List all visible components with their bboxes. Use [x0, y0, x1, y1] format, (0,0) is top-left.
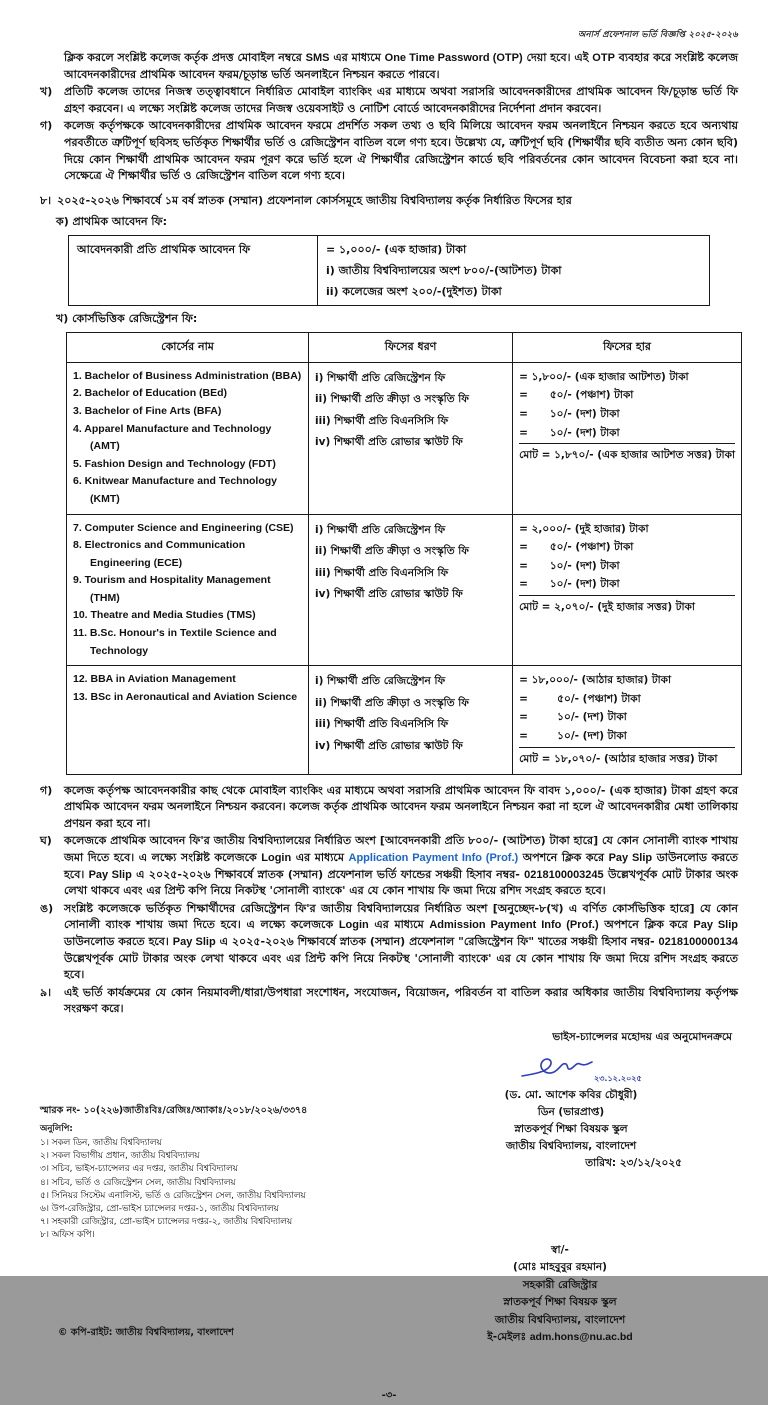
paragraph-text: কলেজ কর্তৃপক্ষকে আবেদনকারীদের প্রাথমিক আবেদন ফরমে প্রদর্শিত সকল তথ্য ও ছবি মিলিয়ে আবেদন ফরম অনলাইনে নিশ্চয়ন করতে হবে অন্যথায় পরবর্তীতে ত্রুটিপূর্ণ ছবিসহ ভর্তিকৃত শিক্ষার্থীর ভর্তি ও রেজিস্ট্রেশন বাতিল বলে গণ্য হবে। উল্লেখ্য যে, ত্রুটিপূর্ণ ছবি (শিক্ষার্থীর ছবি ব্যতীত অন্য কোন ছবি) দিয়ে কোন শিক্ষার্থী প্রাথমিক আবেদন ফরম পূরণ করে ভর্তি হলে ঐ শিক্ষার্থীর রেজিস্ট্রেশন কার্ডে ছবি পরিবর্তনের কোন আবেদন বিবেচনা করা হবে না। সেক্ষেত্রে ঐ শিক্ষার্থীর ভর্তি ও রেজিস্ট্রেশন বাতিল বলে গণ্য হবে। [64, 119, 738, 183]
fee-total-line: মোট = ১,৮৭০/- (এক হাজার আটশত সত্তর) টাকা [519, 443, 735, 465]
course-list-cell: 12. BBA in Aviation Management 13. BSc in Aeronautical and Aviation Science [67, 666, 309, 774]
signature-date: ২৩.১২.২০২৫ [594, 1073, 642, 1083]
list-item: ৫। সিনিয়র সিস্টেম এনালিস্ট, ভর্তি ও রেজিস্ট্রেশন সেল, জাতীয় বিশ্ববিদ্যালয় [40, 1190, 306, 1201]
copies-list [40, 1137, 307, 1243]
copyright-line: © কপি-রাইট: জাতীয় বিশ্ববিদ্যালয়, বাংলাদেশ [58, 1326, 234, 1338]
fee-total-line: মোট = ১৮,০৭০/- (আঠার হাজার সত্তর) টাকা [519, 747, 735, 769]
list-item: ৪। সচিব, ভর্তি ও রেজিস্ট্রেশন সেল, জাতীয় বিশ্ববিদ্যালয় [40, 1177, 236, 1188]
table-header-row [67, 332, 742, 362]
intro-paragraph-kha [40, 84, 738, 117]
section-number: ৮। [40, 193, 52, 207]
section-8b-label: খ) কোর্সভিত্তিক রেজিস্ট্রেশন ফি: [56, 311, 198, 325]
table-row [69, 235, 710, 305]
dean-school: স্নাতকপূর্ব শিক্ষা বিষয়ক স্কুল [514, 1122, 628, 1135]
course-registration-fee-table [66, 332, 742, 775]
paragraph-text: প্রতিটি কলেজ তাদের নিজস্ব তত্ত্বাবধানে নির্ধারিত মোবাইল ব্যাংকিং এর মাধ্যমে অথবা সরাসরি আবেদনকারীদের প্রাথমিক আবেদন ফি/চূড়ান্ত ভর্তি ফি গ্রহণ করবেন। এ লক্ষ্যে সংশ্লিষ্ট কলেজ তাদের নিজস্ব ওয়েবসাইট ও নোটিশ বোর্ডে আবেদনকারীদের নির্দেশনা প্রদান করবেন। [64, 85, 738, 115]
paragraph-text: এই ভর্তি কার্যক্রমের যে কোন নিয়মাবলী/ধারা/উপধারা সংশোধন, সংযোজন, বিয়োজন, পরিবর্তন বা বাতিল করার অধিকার জাতীয় বিশ্ববিদ্যালয় কর্তৃপক্ষ সংরক্ষণ করে। [64, 985, 738, 1016]
list-item: ৬। উপ-রেজিস্ট্রার, প্রো-ভাইস চ্যান্সেলর দপ্তর-১, জাতীয় বিশ্ববিদ্যালয় [40, 1203, 279, 1214]
dean-university: জাতীয় বিশ্ববিদ্যালয়, বাংলাদেশ [505, 1139, 637, 1152]
fee-type-cell: i) শিক্ষার্থী প্রতি রেজিস্ট্রেশন ফি ii) শিক্ষার্থী প্রতি ক্রীড়া ও সংস্কৃতি ফি iii) শিক্ষার্থী প্রতি বিএনসিসি ফি iv) শিক্ষার্থী প্রতি রোভার স্কাউট ফি [309, 514, 513, 666]
fee-line: = ১,০০০/- (এক হাজার) টাকা [326, 242, 467, 256]
registrar-title: সহকারী রেজিস্ট্রার [522, 1278, 598, 1291]
approval-line: ভাইস-চ্যান্সেলর মহোদয় এর অনুমোদনক্রমে [552, 1030, 732, 1043]
section-8a-label: ক) প্রাথমিক আবেদন ফি: [56, 214, 167, 228]
paragraph-text: কলেজ কর্তৃপক্ষ আবেদনকারীর কাছ থেকে মোবাইল ব্যাংকিং এর মাধ্যমে অথবা সরাসরি প্রাথমিক আবেদন ফি বাবদ ১,০০০/- (এক হাজার) টাকা গ্রহণ করে প্রাথমিক আবেদন ফরম অনলাইনে নিশ্চয়ন করবেন। কলেজ কর্তৃক প্রাথমিক আবেদন ফরম অনলাইনে নিশ্চয়ন করা না হলে ঐ আবেদনকারীর মেধা তালিকায় প্রণয়ন করা হবে না। [64, 783, 738, 830]
page-header-right: অনার্স প্রফেশনাল ভর্তি বিজ্ঞপ্তি ২০২৫-২০২৬ [577, 30, 738, 40]
paragraph-label: গ) [40, 119, 53, 133]
account-number: 0218100003245 [524, 868, 604, 881]
paragraph-label: ঙ) [40, 901, 54, 915]
fee-rate-cell: = ১,৮০০/- (এক হাজার আটশত) টাকা = ৫০/- (পঞ্চাশ) টাকা = ১০/- (দশ) টাকা = ১০/- (দশ) টাকা মোট = ১,৮৭০/- (এক হাজার আটশত সত্তর) টাকা [513, 362, 742, 514]
paragraph-label: ৯। [40, 985, 52, 999]
paragraph-label: ঘ) [40, 834, 52, 848]
fee-type-cell: i) শিক্ষার্থী প্রতি রেজিস্ট্রেশন ফি ii) শিক্ষার্থী প্রতি ক্রীড়া ও সংস্কৃতি ফি iii) শিক্ষার্থী প্রতি বিএনসিসি ফি iv) শিক্ষার্থী প্রতি রোভার স্কাউট ফি [309, 362, 513, 514]
fee-line: i) জাতীয় বিশ্ববিদ্যালয়ের অংশ ৮০০/-(আটশত) টাকা [326, 263, 562, 277]
page-number: -৩- [381, 1389, 397, 1401]
registrar-school: স্নাতকপূর্ব শিক্ষা বিষয়ক স্কুল [503, 1296, 617, 1309]
registrar-name: (মোঃ মাহবুবুর রহমান) [513, 1261, 607, 1274]
fee-rate-cell: = ১৮,০০০/- (আঠার হাজার) টাকা = ৫০/- (পঞ্চাশ) টাকা = ১০/- (দশ) টাকা = ১০/- (দশ) টাকা মোট = ১৮,০৭০/- (আঠার হাজার সত্তর) টাকা [513, 666, 742, 774]
dean-name: (ড. মো. আশেক কবির চৌধুরী) [504, 1088, 638, 1101]
account-number: 0218100000134 [658, 935, 739, 948]
list-item: ১। সকল ডিন, জাতীয় বিশ্ববিদ্যালয় [40, 1137, 162, 1148]
fee-line: ii) কলেজের অংশ ২০০/-(দুইশত) টাকা [326, 284, 502, 298]
signature-and-memo-section [40, 1024, 738, 1372]
paragraph-gha [40, 833, 738, 899]
section-8-title: ৮। ২০২৫-২০২৬ শিক্ষাবর্ষে ১ম বর্ষ স্নাতক (সম্মান) প্রফেশনাল কোর্সসমূহে জাতীয় বিশ্ববিদ্যালয় কর্তৃক নির্ধারিত ফিসের হার [40, 193, 572, 207]
fee-rate-cell: = ২,০০০/- (দুই হাজার) টাকা = ৫০/- (পঞ্চাশ) টাকা = ১০/- (দশ) টাকা = ১০/- (দশ) টাকা মোট = ২,০৭০/- (দুই হাজার সত্তর) টাকা [513, 514, 742, 666]
admission-payment-info-label: Admission Payment Info (Prof.) [429, 919, 599, 932]
fee-name-cell: আবেদনকারী প্রতি প্রাথমিক আবেদন ফি [69, 235, 318, 305]
paragraph-nine [40, 985, 738, 1018]
table-row-group-2 [67, 514, 742, 666]
paragraph-uma [40, 901, 738, 984]
signed-mark: স্বা/- [551, 1243, 569, 1256]
paragraph-text: ক্লিক করলে সংশ্লিষ্ট কলেজ কর্তৃক প্রদত্ত মোবাইল নম্বরে SMS এর মাধ্যমে One Time Password (OTP) দেয়া হবে। এই OTP ব্যবহার করে সংশ্লিষ্ট কলেজ আবেদনকারীদের প্রাথমিক আবেদন ফরম/চূড়ান্ত ভর্তি অনলাইনে নিশ্চয়ন করতে পারবে। [64, 51, 738, 81]
dean-signature [516, 1052, 596, 1084]
application-payment-info-link: Application Payment Info (Prof.) [348, 852, 519, 864]
fee-detail-cell [318, 235, 710, 305]
table-row-group-3 [67, 666, 742, 774]
memo-block [40, 1104, 307, 1243]
registrar-university: জাতীয় বিশ্ববিদ্যালয়, বাংলাদেশ [494, 1313, 626, 1326]
list-item: ২। সকল বিভাগীয় প্রধান, জাতীয় বিশ্ববিদ্যালয় [40, 1151, 200, 1162]
paragraph-label: গ) [40, 783, 53, 797]
registrar-email-line: ই-মেইলঃ adm.hons@nu.ac.bd [487, 1331, 633, 1344]
paragraph-label: খ) [40, 85, 53, 99]
signature-row [446, 1052, 696, 1086]
primary-application-fee-table [68, 235, 710, 306]
list-item: ৭। সহকারী রেজিস্ট্রার, প্রো-ভাইস চ্যান্সেলর দপ্তর-২, জাতীয় বিশ্ববিদ্যালয় [40, 1217, 293, 1228]
paragraph-text: সংশ্লিষ্ট কলেজকে ভর্তিকৃত শিক্ষার্থীদের রেজিস্ট্রেশন ফি'র জাতীয় বিশ্ববিদ্যালয়ের নির্ধারিত অংশ [অনুচ্ছেদ-৮(খ) এ বর্ণিত কোর্সভিত্তিক হারে] যে কোন সোনালী ব্যাংক শাখায় জমা দিতে হবে। এ লক্ষ্যে কলেজকে Login এর মাধ্যমে Admission Payment Info (Prof.) অপশনে ক্লিক করে Pay Slip ডাউনলোড করতে হবে। Pay Slip এ ২০২৫-২০২৬ শিক্ষাবর্ষে স্নাতক (সম্মান) প্রফেশনাল "রেজিস্ট্রেশন ফি" খাতের সঞ্চয়ী হিসাব নম্বর- 0218100000134 উল্লেখপূর্বক মোট টাকার অংক লেখা থাকবে এবং এর প্রিন্ট কপি নিয়ে নিকটস্থ 'সোনালী ব্যাংকে' এর যে কোন শাখায় ফি জমা দিয়ে রশিদ সংগ্রহ করতে হবে। [64, 901, 739, 982]
paragraph-ga2 [40, 783, 738, 833]
column-header-fee-type: ফিসের ধরণ [309, 332, 513, 362]
course-list-cell: 7. Computer Science and Engineering (CSE) 8. Electronics and Communication Engineering (ECE) 9. Tourism and Hospitality Management (THM) 10. Theatre and Media Studies (TMS) 11. B.Sc. Honour's in Textile Science and Technology [67, 514, 309, 666]
table-row-group-1 [67, 362, 742, 514]
dean-title: ডিন (ভারপ্রাপ্ত) [537, 1105, 605, 1118]
column-header-fee-rate: ফিসের হার [513, 332, 742, 362]
dean-signature-block [446, 1052, 696, 1172]
fee-total-line: মোট = ২,০৭০/- (দুই হাজার সত্তর) টাকা [519, 595, 735, 617]
dean-date: তারিখ: ২৩/১২/২০২৫ [585, 1156, 682, 1169]
registrar-signature-block [450, 1242, 670, 1347]
copies-label: অনুলিপি: [40, 1123, 73, 1134]
list-item: ৩। সচিব, ভাইস-চ্যান্সেলর এর দপ্তর, জাতীয় বিশ্ববিদ্যালয় [40, 1164, 238, 1175]
list-item: ৮। অফিস কপি। [40, 1230, 95, 1241]
intro-paragraph-ga [40, 118, 738, 184]
memo-number: স্মারক নং- ১০(২২৬)জাতীঃবিঃ/রেজিঃ/অ্যাকাঃ/২০১৮/২০২৬/৩৩৭৪ [40, 1104, 308, 1116]
column-header-course-name: কোর্সের নাম [67, 332, 309, 362]
email-address: adm.hons@nu.ac.bd [529, 1331, 633, 1344]
course-list-cell: 1. Bachelor of Business Administration (BBA) 2. Bachelor of Education (BEd) 3. Bachelor of Fine Arts (BFA) 4. Apparel Manufacture and Technology (AMT) 5. Fashion Design and Technology (FDT) 6. Knitwear Manufacture and Technology (KMT) [67, 362, 309, 514]
intro-paragraph-continuation [40, 50, 738, 83]
fee-type-cell: i) শিক্ষার্থী প্রতি রেজিস্ট্রেশন ফি ii) শিক্ষার্থী প্রতি ক্রীড়া ও সংস্কৃতি ফি iii) শিক্ষার্থী প্রতি বিএনসিসি ফি iv) শিক্ষার্থী প্রতি রোভার স্কাউট ফি [309, 666, 513, 774]
paragraph-text: কলেজকে প্রাথমিক আবেদন ফি'র জাতীয় বিশ্ববিদ্যালয়ের নির্ধারিত অংশ [আবেদনকারী প্রতি ৮০০/- (আটশত) টাকা হারে] যে কোন সোনালী ব্যাংক শাখায় জমা দিতে হবে। এ লক্ষ্যে সংশ্লিষ্ট কলেজকে Login এর মাধ্যমে Application Payment Info (Prof.) অপশনে ক্লিক করে Pay Slip ডাউনলোড করতে হবে। Pay Slip এ ২০২৫-২০২৬ শিক্ষাবর্ষে স্নাতক (সম্মান) প্রফেশনাল ভর্তি ফান্ডের সঞ্চয়ী হিসাব নম্বর- 0218100003245 উল্লেখপূর্বক মোট টাকার অংক লেখা থাকবে এবং এর প্রিন্ট কপি নিয়ে নিকটস্থ 'সোনালী ব্যাংকে' এর যে কোন শাখায় ফি জমা দিয়ে রশিদ সংগ্রহ করতে হবে। [64, 834, 739, 898]
